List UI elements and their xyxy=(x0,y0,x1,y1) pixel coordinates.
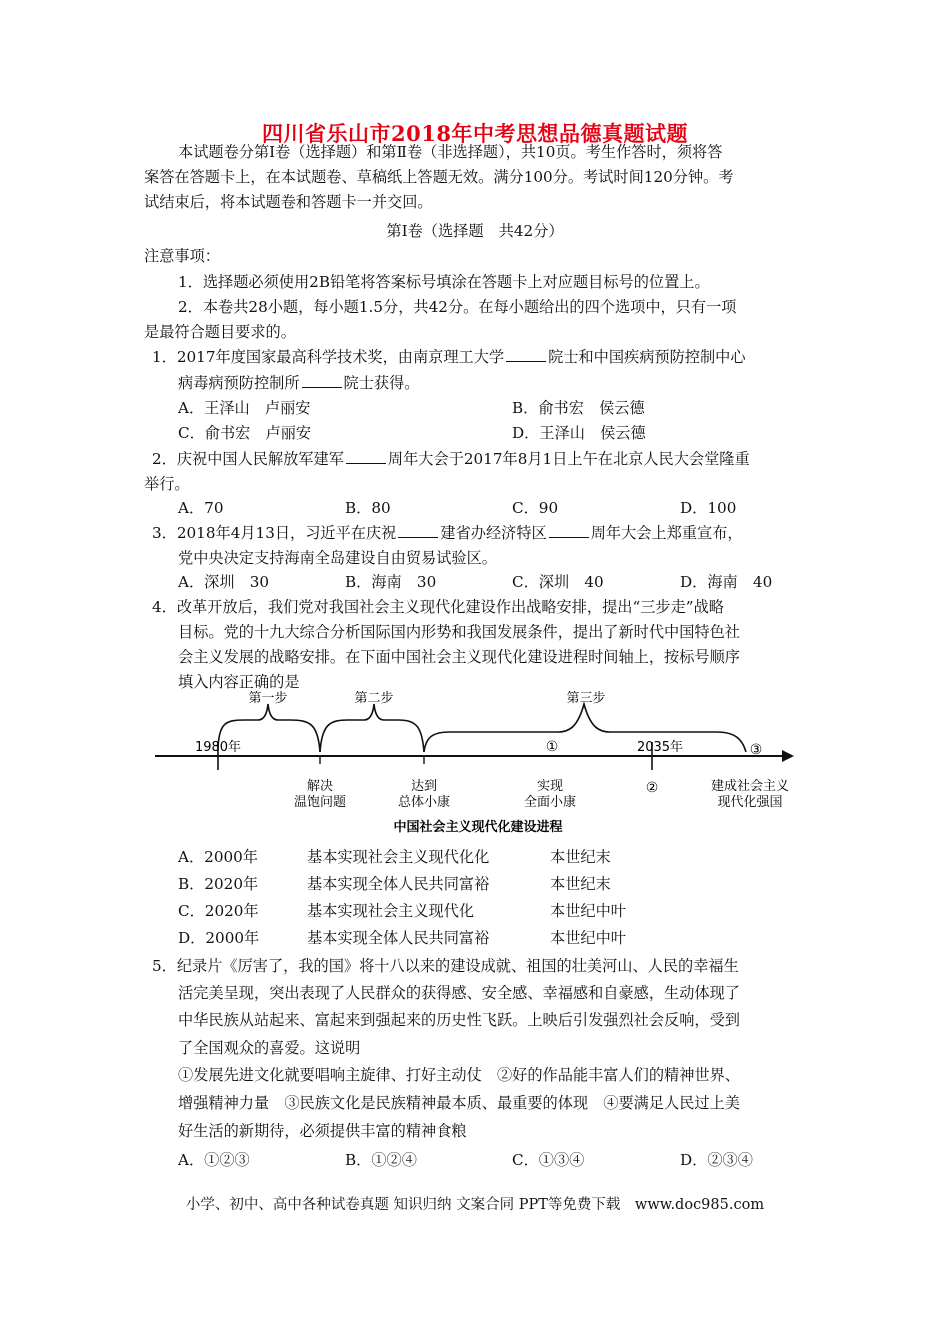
q2-option-b: B．80 xyxy=(345,499,391,517)
modernization-timeline xyxy=(150,680,800,840)
question-5-line-3: 中华民族从站起来、富起来到强起来的历史性飞跃。上映后引发强烈社会反响，受到 xyxy=(178,1011,740,1029)
q4-option-a-year: A．2000年 xyxy=(178,848,258,866)
question-2-line-1: 2．庆祝中国人民解放军建军 周年大会于2017年8月1日上午在北京人民大会堂隆重 xyxy=(152,450,750,468)
intro-line-3: 试结束后，将本试题卷和答题卡一并交回。 xyxy=(144,193,433,211)
q2-option-a: A．70 xyxy=(178,499,224,517)
question-5-line-7: 好生活的新期待，必须提供丰富的精神食粮 xyxy=(178,1122,467,1140)
page-footer: 小学、初中、高中各种试卷真题 知识归纳 文案合同 PPT等免费下载 www.doc985.com xyxy=(185,1197,765,1213)
q4-option-b-time: 本世纪末 xyxy=(550,875,611,893)
q1-option-a: A．王泽山 卢丽安 xyxy=(178,399,311,417)
milestone-2-line-2: 总体小康 xyxy=(397,795,451,810)
q4-option-d-goal: 基本实现全体人民共同富裕 xyxy=(307,929,490,947)
question-2-line-2: 举行。 xyxy=(144,475,190,493)
question-4-line-4: 填入内容正确的是 xyxy=(178,673,300,691)
question-3-line-1: 3．2018年4月13日，习近平在庆祝 建省办经济特区 周年大会上郑重宣布， xyxy=(152,524,743,542)
marker-2: ② xyxy=(645,780,659,796)
timeline-caption: 中国社会主义现代化建设进程 xyxy=(393,820,563,835)
q4-option-c-year: C．2020年 xyxy=(178,902,259,920)
question-3-line-2: 党中央决定支持海南全岛建设自由贸易试验区。 xyxy=(178,549,497,567)
intro-line-2: 案答在答题卡上，在本试题卷、草稿纸上答题无效。满分100分。考试时间120分钟。考 xyxy=(144,168,734,186)
question-4-line-3: 会主义发展的战略安排。在下面中国社会主义现代化建设进程时间轴上，按标号顺序 xyxy=(178,648,740,666)
milestone-1-line-2: 温饱问题 xyxy=(293,795,347,810)
q4-option-c-time: 本世纪中叶 xyxy=(550,902,626,920)
q4-option-d-year: D．2000年 xyxy=(178,929,260,947)
answer-blank xyxy=(549,523,589,538)
note-1: 1．选择题必须使用2B铅笔将答案标号填涂在答题卡上对应题目标号的位置上。 xyxy=(178,273,710,291)
q4-option-b-goal: 基本实现全体人民共同富裕 xyxy=(307,875,490,893)
question-4-line-2: 目标。党的十九大综合分析国际国内形势和我国发展条件，提出了新时代中国特色社 xyxy=(178,623,740,641)
q4-option-a-time: 本世纪末 xyxy=(550,848,611,866)
q4-option-d-time: 本世纪中叶 xyxy=(550,929,626,947)
q5-option-a: A．①②③ xyxy=(178,1151,250,1169)
q5-option-d: D．②③④ xyxy=(680,1151,753,1169)
q4-option-c-goal: 基本实现社会主义现代化 xyxy=(307,902,475,920)
note-2: 2．本卷共28小题，每小题1.5分，共42分。在每小题给出的四个选项中，只有一项 xyxy=(178,298,737,316)
question-5-line-4: 了全国观众的喜爱。这说明 xyxy=(178,1039,361,1057)
q4-option-b-year: B．2020年 xyxy=(178,875,259,893)
marker-3: ③ xyxy=(749,742,763,758)
q2-option-c: C．90 xyxy=(512,499,559,517)
year-1980-label: 1980年 xyxy=(194,740,242,755)
q2-option-d: D．100 xyxy=(680,499,737,517)
year-2035-label: 2035年 xyxy=(636,740,684,755)
page-title: 四川省乐山市2018年中考思想品德真题试题 xyxy=(262,121,688,146)
timeline-arrow xyxy=(782,750,794,762)
question-1-line-2: 病毒病预防控制所 院士获得。 xyxy=(178,374,420,392)
q3-option-b: B．海南 30 xyxy=(345,573,437,591)
question-5-line-2: 活完美呈现，突出表现了人民群众的获得感、安全感、幸福感和自豪感，生动体现了 xyxy=(178,984,740,1002)
section-title: 第Ⅰ卷（选择题 共42分） xyxy=(386,222,564,240)
question-5-line-6: 增强精神力量 ③民族文化是民族精神最本质、最重要的体现 ④要满足人民过上美 xyxy=(178,1094,740,1112)
question-4-line-1: 4．改革开放后，我们党对我国社会主义现代化建设作出战略安排，提出“三步走”战略 xyxy=(152,598,724,616)
step-2-label: 第二步 xyxy=(354,691,394,706)
step-3-label: 第三步 xyxy=(566,691,606,706)
q4-option-a-goal: 基本实现社会主义现代化化 xyxy=(307,848,490,866)
q5-option-c: C．①③④ xyxy=(512,1151,585,1169)
step-1-label: 第一步 xyxy=(248,691,288,706)
q3-option-d: D．海南 40 xyxy=(680,573,773,591)
q3-option-a: A．深圳 30 xyxy=(178,573,270,591)
brace-step-2 xyxy=(320,704,424,752)
answer-blank xyxy=(346,449,386,464)
milestone-4-line-2: 现代化强国 xyxy=(717,795,783,810)
milestone-3-line-2: 全面小康 xyxy=(523,795,577,810)
q3-option-c: C．深圳 40 xyxy=(512,573,604,591)
intro-line-1: 本试题卷分第Ⅰ卷（选择题）和第Ⅱ卷（非选择题），共10页。考生作答时，须将答 xyxy=(178,143,723,161)
milestone-4-line-1: 建成社会主义 xyxy=(710,779,790,794)
answer-blank xyxy=(506,347,546,362)
note-3: 是最符合题目要求的。 xyxy=(144,323,296,341)
question-1-line-1: 1．2017年度国家最高科学技术奖，由南京理工大学 院士和中国疾病预防控制中心 xyxy=(152,348,746,366)
q1-option-d: D．王泽山 侯云德 xyxy=(512,424,646,442)
q5-option-b: B．①②④ xyxy=(345,1151,417,1169)
notes-title: 注意事项： xyxy=(144,247,220,265)
brace-step-3 xyxy=(424,704,746,752)
milestone-2-line-1: 达到 xyxy=(410,779,438,794)
milestone-1-line-1: 解决 xyxy=(306,779,334,794)
q1-option-c: C．俞书宏 卢丽安 xyxy=(178,424,312,442)
question-5-line-1: 5．纪录片《厉害了，我的国》将十八以来的建设成就、祖国的壮美河山、人民的幸福生 xyxy=(152,957,739,975)
answer-blank xyxy=(302,373,342,388)
answer-blank xyxy=(398,523,438,538)
milestone-3-line-1: 实现 xyxy=(536,779,564,794)
q1-option-b: B．俞书宏 侯云德 xyxy=(512,399,645,417)
marker-1: ① xyxy=(545,739,559,755)
question-5-line-5: ①发展先进文化就要唱响主旋律、打好主动仗 ②好的作品能丰富人们的精神世界、 xyxy=(178,1066,740,1084)
